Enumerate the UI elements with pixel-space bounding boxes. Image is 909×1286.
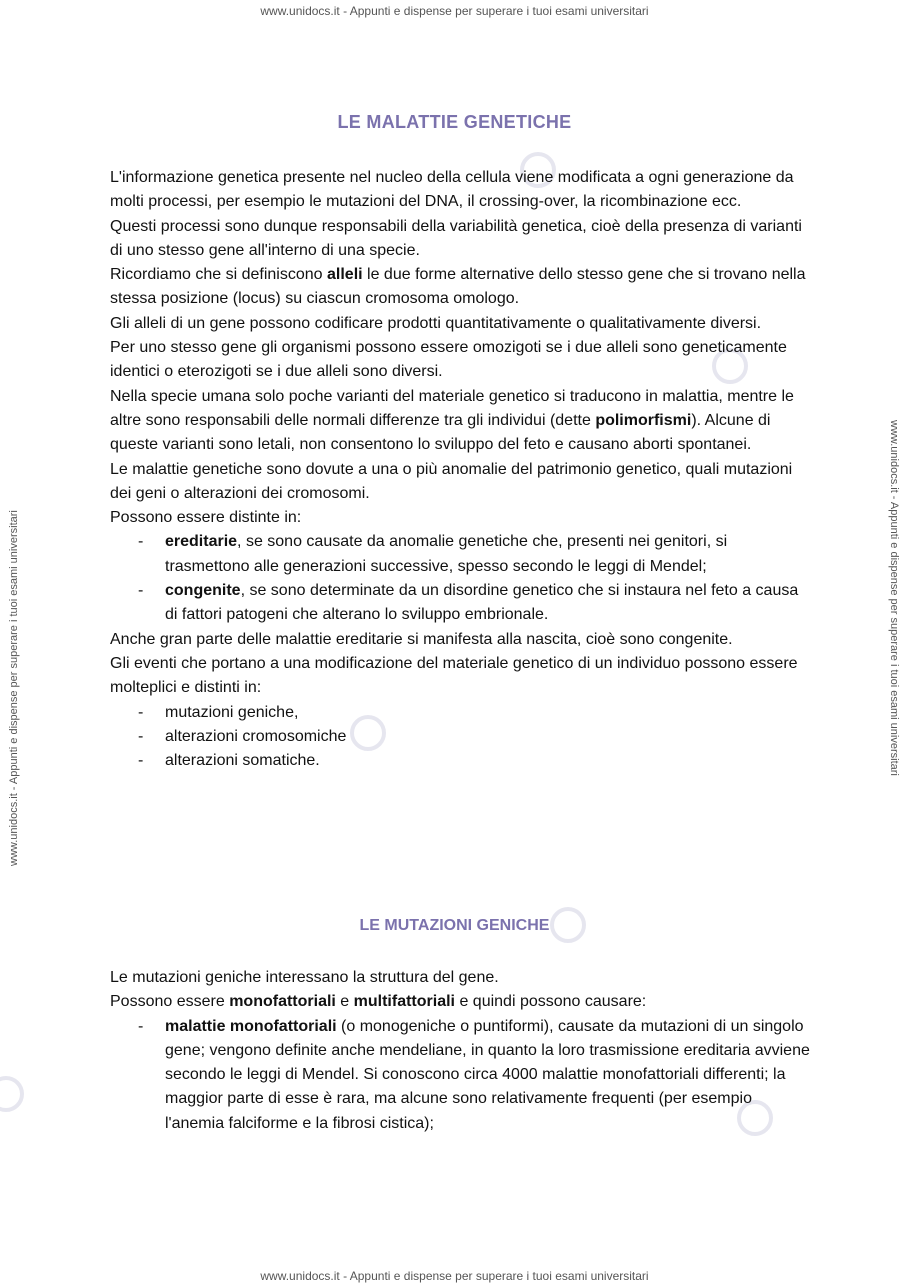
paragraph-polimorfismi: Nella specie umana solo poche varianti del materiale genetico si traducono in malattia, mentre le altre sono responsabili delle normali differenze tra gli individui (dette polimorfismi). Alcune di queste varianti sono letali, non consentono lo sviluppo del feto e causano aborti spontanei. xyxy=(110,387,794,454)
list-item: - alterazioni cromosomiche xyxy=(138,727,347,745)
term-multifattoriali: multifattoriali xyxy=(353,993,455,1011)
paragraph: Gli alleli di un gene possono codificare prodotti quantitativamente o qualitativamente diversi. xyxy=(110,314,762,332)
header-watermark: www.unidocs.it - Appunti e dispense per superare i tuoi esami universitari xyxy=(260,4,649,18)
paragraph: Anche gran parte delle malattie ereditarie si manifesta alla nascita, cioè sono congenite. xyxy=(110,630,733,648)
side-watermark-left: www.unidocs.it - Appunti e dispense per superare i tuoi esami universitari xyxy=(8,510,20,866)
list-item: - ereditarie, se sono causate da anomalie genetiche che, presenti nei genitori, si trasmettono alle generazioni successive, spesso secondo le leggi di Mendel; xyxy=(138,533,728,575)
paragraph: Per uno stesso gene gli organismi possono essere omozigoti se i due alleli sono geneticamente identici o eterozigoti se i due alleli sono diversi. xyxy=(110,339,787,381)
paragraph-alleli: Ricordiamo che si definiscono alleli le due forme alternative dello stesso gene che si trovano nella stessa posizione (locus) su ciascun cromosoma omologo. xyxy=(110,266,806,308)
term-congenite: congenite xyxy=(165,582,241,600)
term-malattie-monofattoriali: malattie monofattoriali xyxy=(165,1017,337,1035)
list-item: - alterazioni somatiche. xyxy=(138,752,320,770)
section-title: LE MUTAZIONI GENICHE xyxy=(359,917,550,934)
side-watermark-right: www.unidocs.it - Appunti e dispense per superare i tuoi esami universitari xyxy=(888,420,900,776)
watermark-logo-icon xyxy=(0,1076,24,1112)
footer-watermark: www.unidocs.it - Appunti e dispense per superare i tuoi esami universitari xyxy=(260,1269,649,1283)
list-item: - mutazioni geniche, xyxy=(138,703,299,721)
paragraph: Possono essere distinte in: xyxy=(110,509,302,527)
term-monofattoriali: monofattoriali xyxy=(229,993,336,1011)
paragraph: Le mutazioni geniche interessano la struttura del gene. xyxy=(110,969,499,986)
term-alleli: alleli xyxy=(327,266,363,284)
list-item: - malattie monofattoriali (o monogeniche o puntiformi), causate da mutazioni di un singolo gene; vengono definite anche mendeliane, in quanto la loro trasmissione ereditaria avviene secondo le leggi di Mendel. Si conoscono circa 4000 malattie monofattoriali differenti; la maggior parte di esse è rara, ma alcune sono relativamente frequenti (per esempio l'anemia falciforme e la fibrosi cistica); xyxy=(138,1017,810,1132)
paragraph: Le malattie genetiche sono dovute a una o più anomalie del patrimonio genetico, quali mutazioni dei geni o alterazioni dei cromosomi. xyxy=(110,460,793,502)
term-polimorfismi: polimorfismi xyxy=(595,411,692,429)
body-text-section-1 xyxy=(110,166,810,773)
paragraph: L'informazione genetica presente nel nucleo della cellula viene modificata a ogni generazione da molti processi, per esempio le mutazioni del DNA, il crossing-over, la ricombinazione ecc. xyxy=(110,169,794,211)
paragraph: Questi processi sono dunque responsabili della variabilità genetica, cioè della presenza di varianti di uno stesso gene all'interno di una specie. xyxy=(110,217,802,259)
list-item: - congenite, se sono determinate da un disordine genetico che si instaura nel feto a causa di fattori patogeni che alterano lo sviluppo embrionale. xyxy=(138,582,799,624)
paragraph: Gli eventi che portano a una modificazione del materiale genetico di un individuo possono essere molteplici e distinti in: xyxy=(110,654,798,697)
page-title: LE MALATTIE GENETICHE xyxy=(337,112,572,132)
body-text-section-2 xyxy=(110,966,810,1136)
term-ereditarie: ereditarie xyxy=(165,533,238,551)
paragraph-fattoriali: Possono essere monofattoriali e multifattoriali e quindi possono causare: xyxy=(110,993,647,1011)
